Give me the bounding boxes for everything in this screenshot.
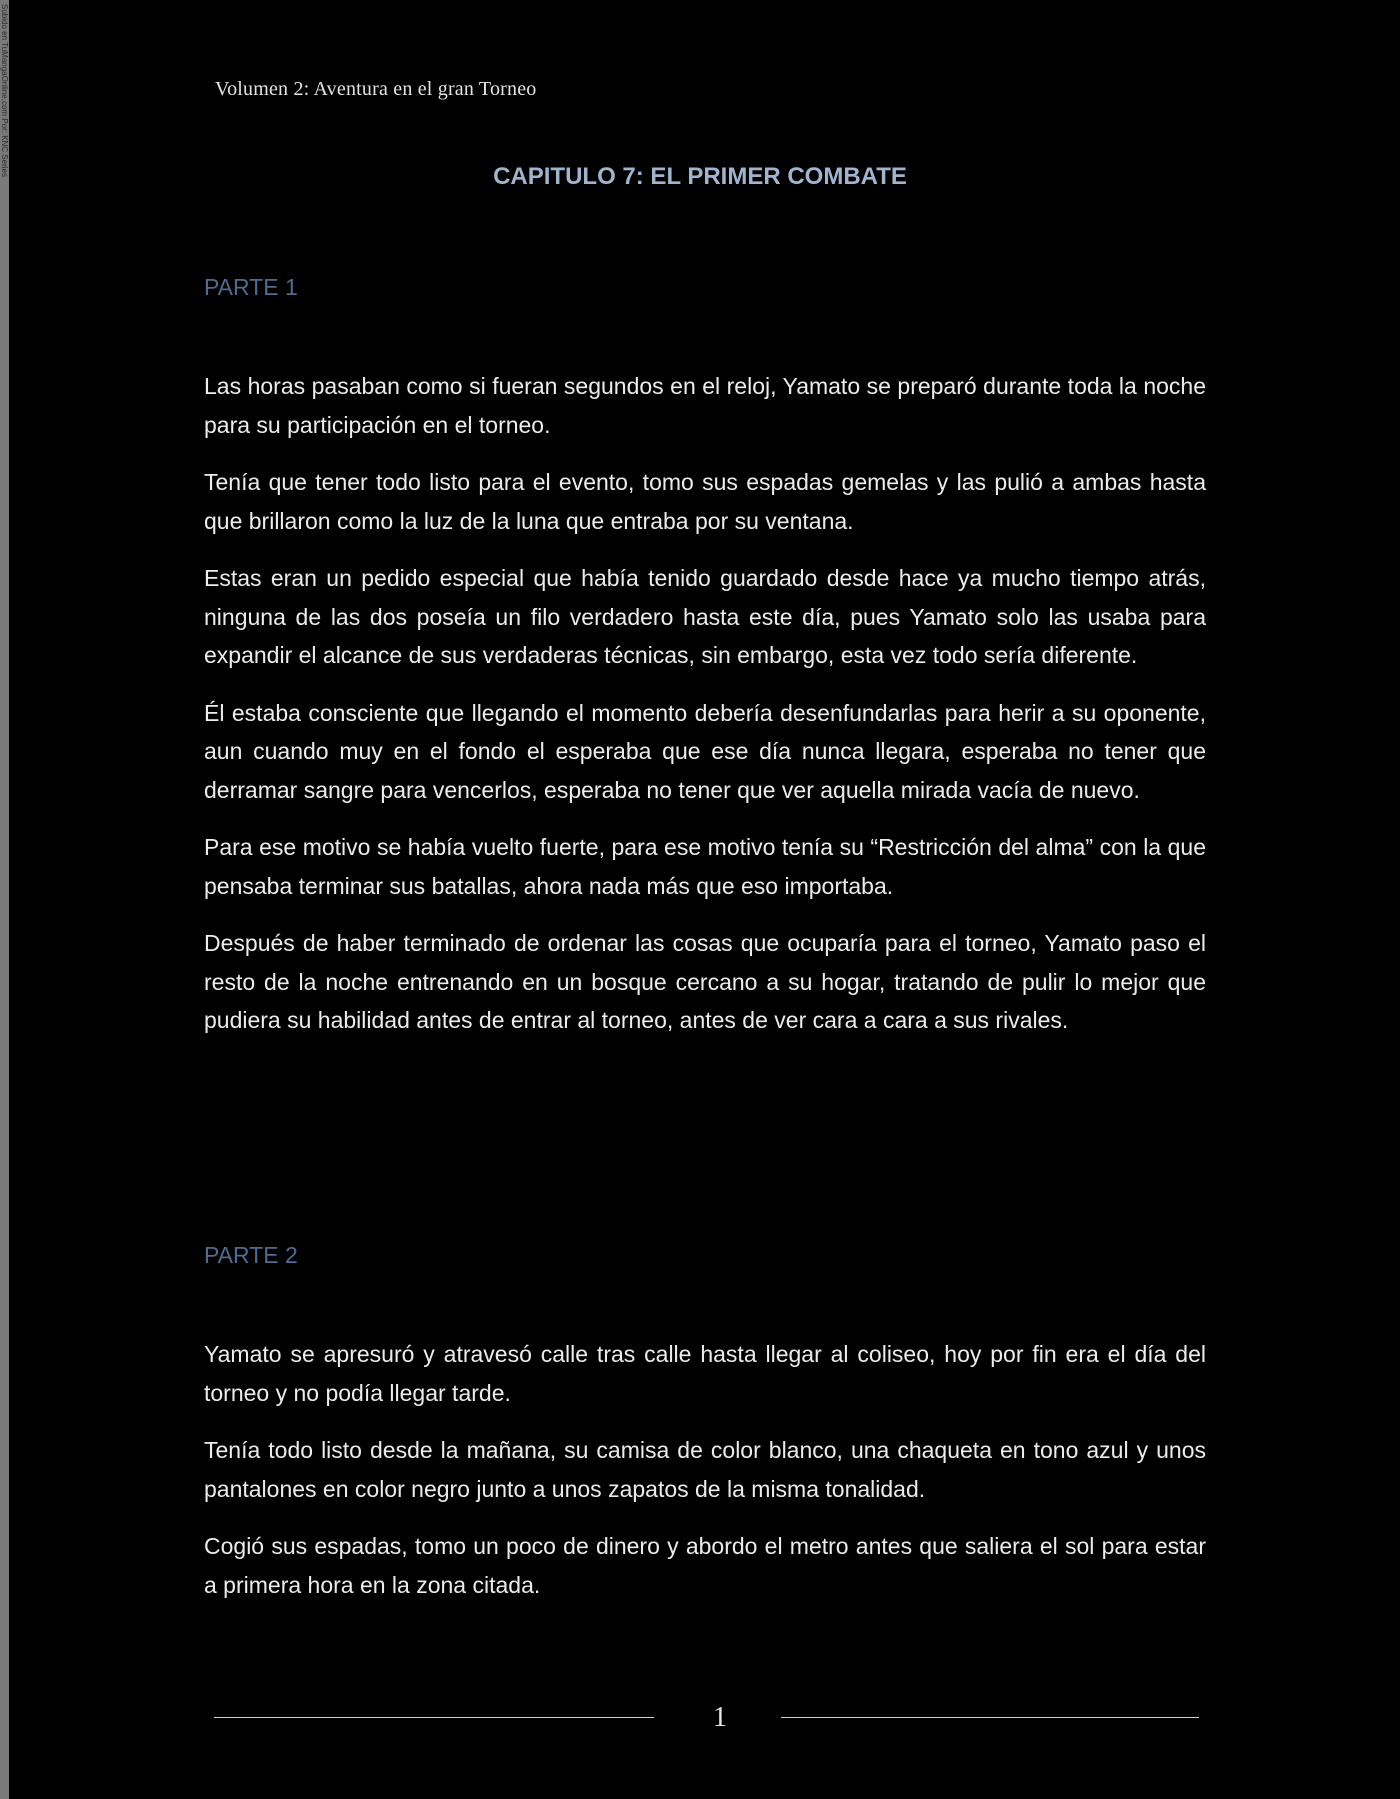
side-watermark-strip [0,0,9,1799]
part-2-body [204,1335,1206,1623]
watermark-text: Subido en TuMangaOnline.com Por: KNC Series [0,4,9,177]
paragraph: Tenía todo listo desde la mañana, su camisa de color blanco, una chaqueta en tono azul y unos pantalones en color negro junto a unos zapatos de la misma tonalidad. [204,1437,1206,1502]
paragraph: Yamato se apresuró y atravesó calle tras calle hasta llegar al coliseo, hoy por fin era el día del torneo y no podía llegar tarde. [204,1341,1206,1406]
running-header: Volumen 2: Aventura en el gran Torneo [215,78,537,100]
paragraph: Él estaba consciente que llegando el momento debería desenfundarlas para herir a su oponente, aun cuando muy en el fondo el esperaba que ese día nunca llegara, esperaba no tener que derramar sangre para vencerlos, esperaba no tener que ver aquella mirada vacía de nuevo. [204,699,1206,803]
paragraph: Tenía que tener todo listo para el evento, tomo sus espadas gemelas y las pulió a ambas hasta que brillaron como la luz de la luna que entraba por su ventana. [204,469,1206,534]
chapter-title: CAPITULO 7: EL PRIMER COMBATE [493,163,907,190]
part-2-heading: PARTE 2 [204,1242,298,1268]
paragraph: Estas eran un pedido especial que había tenido guardado desde hace ya mucho tiempo atrás, ninguna de las dos poseía un filo verdadero hasta este día, pues Yamato solo las usaba para expandir el alcance de sus verdaderas técnicas, sin embargo, esta vez todo sería diferente. [204,565,1206,668]
part-1-heading: PARTE 1 [204,274,298,300]
page-number: 1 [713,1702,727,1733]
footer-rule-right [781,1717,1199,1718]
paragraph: Cogió sus espadas, tomo un poco de dinero y abordo el metro antes que saliera el sol para estar a primera hora en la zona citada. [204,1533,1206,1598]
paragraph: Las horas pasaban como si fueran segundos en el reloj, Yamato se preparó durante toda la noche para su participación en el torneo. [204,373,1206,438]
footer-rule-left [214,1717,654,1718]
part-1-body [204,367,1206,1059]
paragraph: Después de haber terminado de ordenar las cosas que ocuparía para el torneo, Yamato paso el resto de la noche entrenando en un bosque cercano a su hogar, tratando de pulir lo mejor que pudiera su habilidad antes de entrar al torneo, antes de ver cara a cara a sus rivales. [204,930,1206,1033]
paragraph: Para ese motivo se había vuelto fuerte, para ese motivo tenía su “Restricción del alma” con la que pensaba terminar sus batallas, ahora nada más que eso importaba. [204,834,1206,899]
